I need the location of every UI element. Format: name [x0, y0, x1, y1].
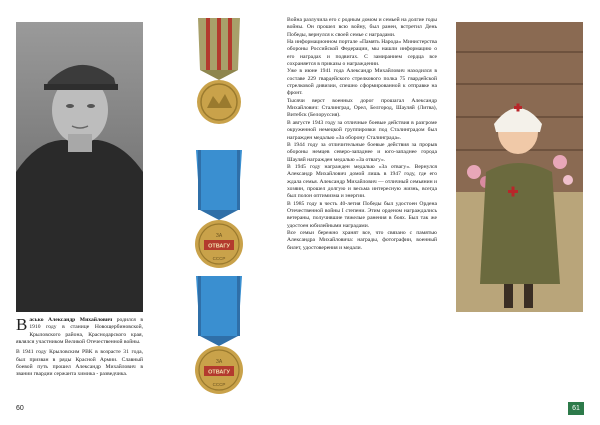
left-page-text — [16, 317, 143, 379]
right-paragraph: В 1945 году награжден медалью «За отвагу». Вернулся Александр Михайлович домой лишь в 1947 году, где его ждала семья. Александр Михайлович — отличный семьянин и хозяин, прошел долгую и весьма интересную жизнь, всегда был полон оптимизма и энергии. — [287, 163, 437, 200]
medal-text-base: СССР — [212, 256, 226, 261]
medal-stalingrad — [192, 18, 246, 128]
right-paragraph: В 1944 году за отличительные боевые действия за прорыв обороны немцев северо-западнее и юго-западнее города Шауляй награжден медалью «За отвагу». — [287, 141, 437, 163]
medal-za-otvagu-1 — [192, 150, 246, 270]
left-paragraph-2: В 1941 году Крыловским РВК в возрасте 31 года, был призван в ряды Красной Армии. Славный боевой путь прошел Александр Михайлович в звании гвардии сержанта химика - разведчика. — [16, 349, 143, 378]
portrait-photo — [16, 22, 143, 312]
right-paragraph: В 1985 году в честь 40-летия Победы был удостоен Ордена Отечественной войны I степени. Этим орденом награждались ветераны, получившие тяжелые ранения в боях. Был так же удостоен юбилейными наградами. — [287, 200, 437, 229]
girl-nurse-photo — [456, 22, 583, 312]
page-number-left: 60 — [16, 405, 24, 412]
medal-text-bottom: ОТВАГУ — [208, 369, 230, 376]
medal-text-base: СССР — [212, 382, 226, 387]
medal-text-top: ЗА — [215, 359, 223, 365]
right-paragraph: Все семьи бережно хранят все, что связано с памятью Александра Михайловича: награды, фотографии, военный билет, удостоверения и медали. — [287, 229, 437, 251]
right-paragraph: В августе 1943 году за отличные боевые действия в разгроме окруженной немецкой группировки под Сталинградом был награжден медалью «За оборону Сталинграда». — [287, 119, 437, 141]
medal-text-top: ЗА — [215, 233, 223, 239]
page-number-right: 61 — [568, 402, 584, 415]
intro-text: родился в 1910 году в станице Новощербиновской, Крыловского района, Краснодарского края, являлся участником Великой Отечественной войны. — [16, 317, 143, 346]
hero-name: асько Александр Михайлович — [29, 317, 113, 323]
right-paragraph: Тысячи верст военных дорог прошагал Александр Михайлович: Сталинград, Орел, Белгород, Шауляй (Литва), Витебск (Белоруссия). — [287, 97, 437, 119]
medal-za-otvagu-2 — [192, 276, 246, 396]
right-paragraph: На информационном портале «Память Народа» Министерства обороны Российской Федерации, мы нашли информацию о его наградах и подвигах. С замиранием сердца все сохраняется в приказы о награждении. — [287, 39, 437, 68]
drop-cap: В — [16, 315, 28, 334]
left-paragraph-1 — [16, 317, 143, 346]
right-paragraph: Война разлучила его с родным домом и семьей на долгие годы войны. Он прошел всю войну, был ранен, встретил День Победы, вернулся к своей семье с наградами. — [287, 17, 437, 38]
right-page-text — [287, 17, 437, 252]
medal-text-bottom: ОТВАГУ — [208, 243, 230, 250]
right-paragraph: Уже в июне 1941 года Александр Михайлович находился в составе 229 гвардейского стрелкового полка 75 гвардейской стрелковой дивизии, спешно сформированной к отправке на фронт. — [287, 68, 437, 97]
